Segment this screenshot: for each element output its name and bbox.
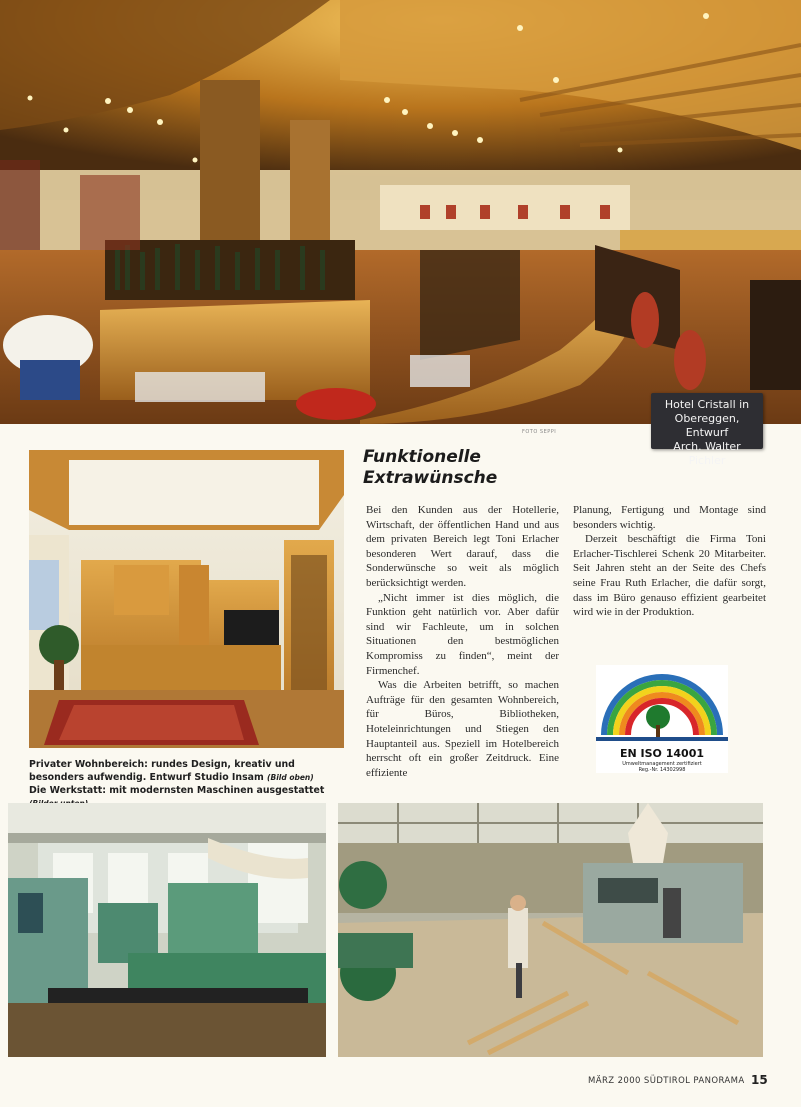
- iso-sub-line2: Reg.-Nr. 14302998: [638, 767, 686, 773]
- headline-line2: Extrawünsche: [363, 468, 498, 488]
- hero-photo-hotel-bar: [0, 0, 801, 424]
- workshop-photo-cnc-machine: [8, 803, 326, 1057]
- living-caption: [29, 758, 347, 784]
- hero-caption-line2: Obereggen, Entwurf: [674, 412, 740, 439]
- iso-sub-line1: Umweltmanagement zertifiziert: [622, 761, 702, 767]
- article-column-2: [573, 503, 766, 620]
- workshop-left-photo-art: [8, 803, 326, 1057]
- iso-title: EN ISO 14001: [619, 747, 704, 760]
- paragraph: Derzeit beschäftigt die Firma Toni Erlacher-Tischlerei Schenk 20 Mitarbeiter. Seit Jahren steht an der Seite des Chefs seine Frau Ruth Erlacher, die dafür sorgt, dass im Büro genauso effizient gearbeitet wird wie in der Produktion.: [573, 533, 766, 619]
- living-room-photo: [29, 450, 344, 748]
- paragraph: „Nicht immer ist dies möglich, die Funktion geht natürlich vor. Aber dafür sind wir Fachleute, um in solchen Situationen den bestmöglichen Kompromiss zu finden“, meint der Firmenchef.: [366, 591, 559, 677]
- rainbow-tree-icon: [596, 665, 728, 743]
- hero-caption-box: [651, 393, 763, 467]
- living-caption-text: Privater Wohnbereich: rundes Design, kreativ und besonders aufwendig. Entwurf Studio Insam: [29, 759, 295, 783]
- hero-caption-line1: Hotel Cristall in: [664, 398, 750, 411]
- iso-14001-logo: [596, 665, 728, 773]
- workshop-photo-hall: [338, 803, 763, 1057]
- page-number: 15: [751, 1073, 768, 1087]
- living-caption-note: (Bild oben): [267, 773, 314, 782]
- photo-credit: FOTO SEPPI: [522, 429, 557, 435]
- paragraph: Bei den Kunden aus der Hotellerie, Wirtschaft, der öffentlichen Hand und aus dem privaten Bereich legt Toni Erlacher besonderen Wert darauf, dass die Sonderwünsche so weit als möglich berücksichtigt werden.: [366, 504, 559, 589]
- hero-photo-art: [0, 0, 801, 424]
- workshop-right-photo-art: [338, 803, 763, 1057]
- paragraph: Was die Arbeiten betrifft, so machen Aufträge für den gesamten Wohnbereich, für Büros, Bibliotheken, Hoteleinrichtungen und Stiegen den Hauptanteil aus. Speziell im Hotelbereich herrscht oft ein großer Zeitdruck. Eine effiziente: [366, 679, 559, 779]
- paragraph: Planung, Fertigung und Montage sind besonders wichtig.: [573, 504, 766, 531]
- page-footer-issue: MÄRZ 2000 SÜDTIROL PANORAMA: [588, 1076, 745, 1086]
- headline-line1: Funktionelle: [363, 447, 481, 467]
- article-headline: [363, 447, 583, 489]
- article-column-1: [366, 503, 559, 780]
- living-room-photo-art: [29, 450, 344, 748]
- hero-caption-line3: Arch. Walter Pichler: [673, 440, 741, 467]
- workshop-caption-text: Die Werkstatt: mit modernsten Maschinen ausgestattet: [29, 785, 325, 796]
- iso-subtitle: [596, 761, 728, 773]
